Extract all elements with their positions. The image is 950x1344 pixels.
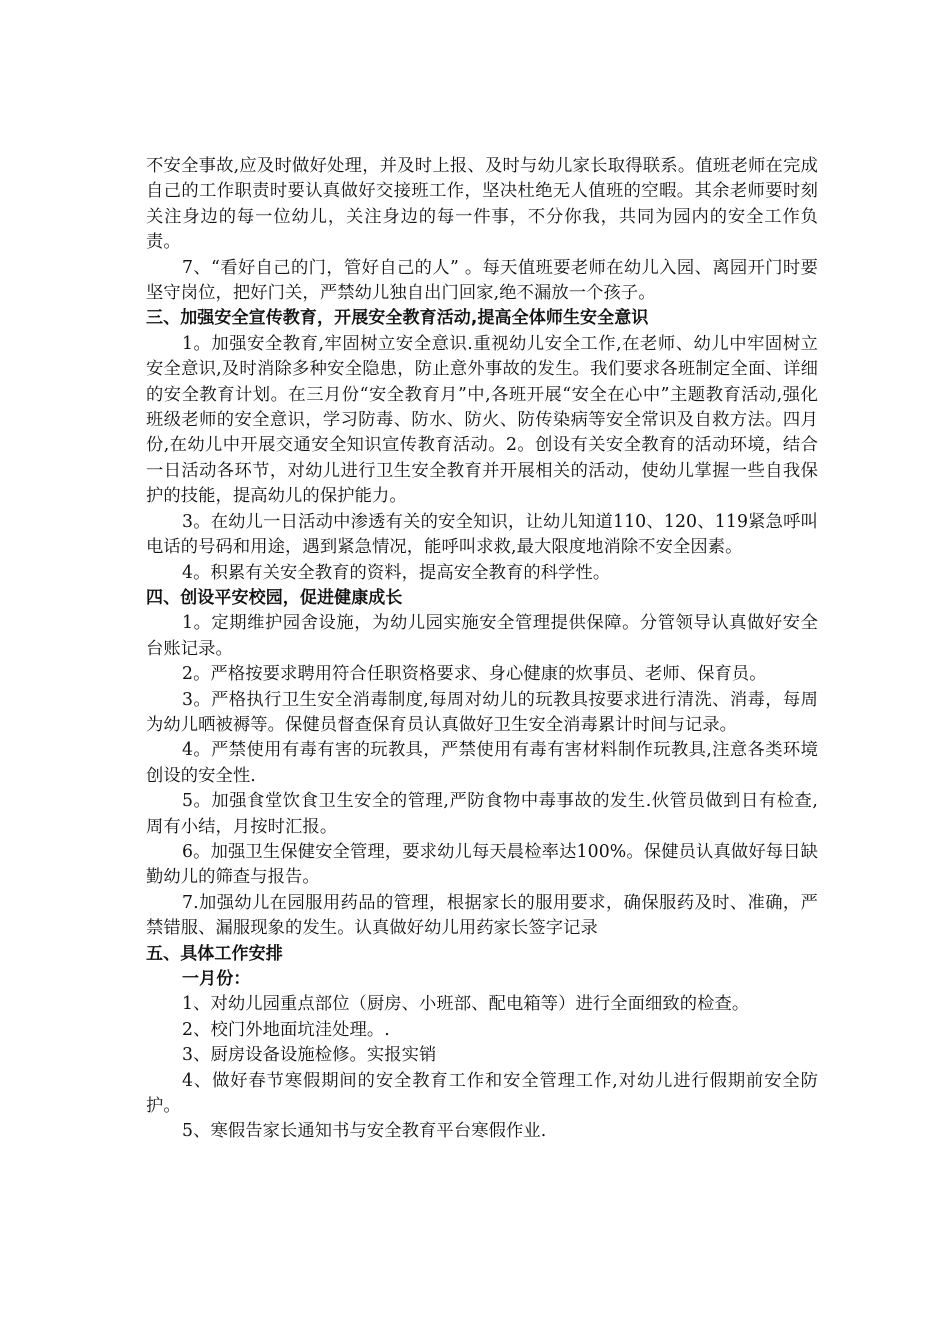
- paragraph-campus-1: 1。定期维护园舍设施，为幼儿园实施安全管理提供保障。分管领导认真做好安全台账记录。: [146, 613, 818, 659]
- list-item-january-5: 5、寒假告家长通知书与安全教育平台寒假作业.: [182, 1121, 547, 1142]
- paragraph-safety-education-3: 3。在幼儿一日活动中渗透有关的安全知识，让幼儿知道110、120、119紧急呼叫电话的号码和用途，遇到紧急情况，能呼叫求救,最大限度地消除不安全因素。: [146, 511, 818, 558]
- paragraph-safety-education-4: 4。积累有关安全教育的资料，提高安全教育的科学性。: [182, 562, 611, 583]
- section-heading-4: 四、创设平安校园，促进健康成长: [146, 587, 403, 608]
- section-heading-3: 三、加强安全宣传教育，开展安全教育活动,提高全体师生安全意识: [146, 308, 649, 329]
- paragraph-campus-3: 3。严格执行卫生安全消毒制度,每周对幼儿的玩教具按要求进行清洗、消毒，每周为幼儿晒被褥等。保健员督查保育员认真做好卫生安全消毒累计时间与记录。: [146, 689, 818, 735]
- list-item-january-3: 3、厨房设备设施检修。实报实销: [182, 1045, 437, 1066]
- list-item-january-1: 1、对幼儿园重点部位（厨房、小班部、配电箱等）进行全面细致的检查。: [182, 994, 750, 1015]
- month-heading-january: 一月份：: [182, 969, 251, 989]
- paragraph-safety-education-1: 1。加强安全教育,牢固树立安全意识.重视幼儿安全工作,在老师、幼儿中牢固树立安全意识,及时消除多种安全隐患，防止意外事故的发生。我们要求各班制定全面、详细的安全教育计划。在三月份“安全教育月”中,各班开展“安全在心中”主题教育活动,强化班级老师的安全意识，学习防毒、防水、防火、防传染病等安全常识及自救方法。四月份,在幼儿中开展交通安全知识宣传教育活动。2。创设有关安全教育的活动环境，结合一日活动各环节，对幼儿进行卫生安全教育并开展相关的活动，使幼儿掌握一些自我保护的技能，提高幼儿的保护能力。: [146, 333, 818, 507]
- paragraph-campus-6: 6。加强卫生保健安全管理，要求幼儿每天晨检率达100%。保健员认真做好每日缺勤幼儿的筛查与报告。: [146, 841, 818, 888]
- paragraph-campus-4: 4。严禁使用有毒有害的玩教具，严禁使用有毒有害材料制作玩教具,注意各类环境创设的安全性.: [146, 740, 818, 786]
- paragraph-duty-teacher: 不安全事故,应及时做好处理，并及时上报、及时与幼儿家长取得联系。值班老师在完成自己的工作职责时要认真做好交接班工作，坚决杜绝无人值班的空暇。其余老师要时刻关注身边的每一位幼儿，关注身边的每一件事，不分你我，共同为园内的安全工作负责。: [146, 156, 818, 253]
- document-page: [146, 154, 818, 1145]
- list-item-january-4: 4、做好春节寒假期间的安全教育工作和安全管理工作,对幼儿进行假期前安全防护。: [146, 1070, 818, 1117]
- list-item-january-2: 2、校门外地面坑洼处理。.: [182, 1019, 390, 1040]
- paragraph-campus-5: 5。加强食堂饮食卫生安全的管理,严防食物中毒事故的发生.伙管员做到日有检查,周有小结，月按时汇报。: [146, 791, 818, 837]
- paragraph-item-7-gate: 7、“看好自己的门，管好自己的人” 。每天值班要老师在幼儿入园、离园开门时要坚守岗位，把好门关，严禁幼儿独自出门回家,绝不漏放一个孩子。: [146, 257, 818, 304]
- paragraph-campus-7: 7.加强幼儿在园服用药品的管理，根据家长的服用要求，确保服药及时、准确，严禁错服、漏服现象的发生。认真做好幼儿用药家长签字记录: [146, 892, 818, 939]
- section-heading-5: 五、具体工作安排: [146, 943, 283, 964]
- paragraph-campus-2: 2。严格按要求聘用符合任职资格要求、身心健康的炊事员、老师、保育员。: [182, 664, 767, 685]
